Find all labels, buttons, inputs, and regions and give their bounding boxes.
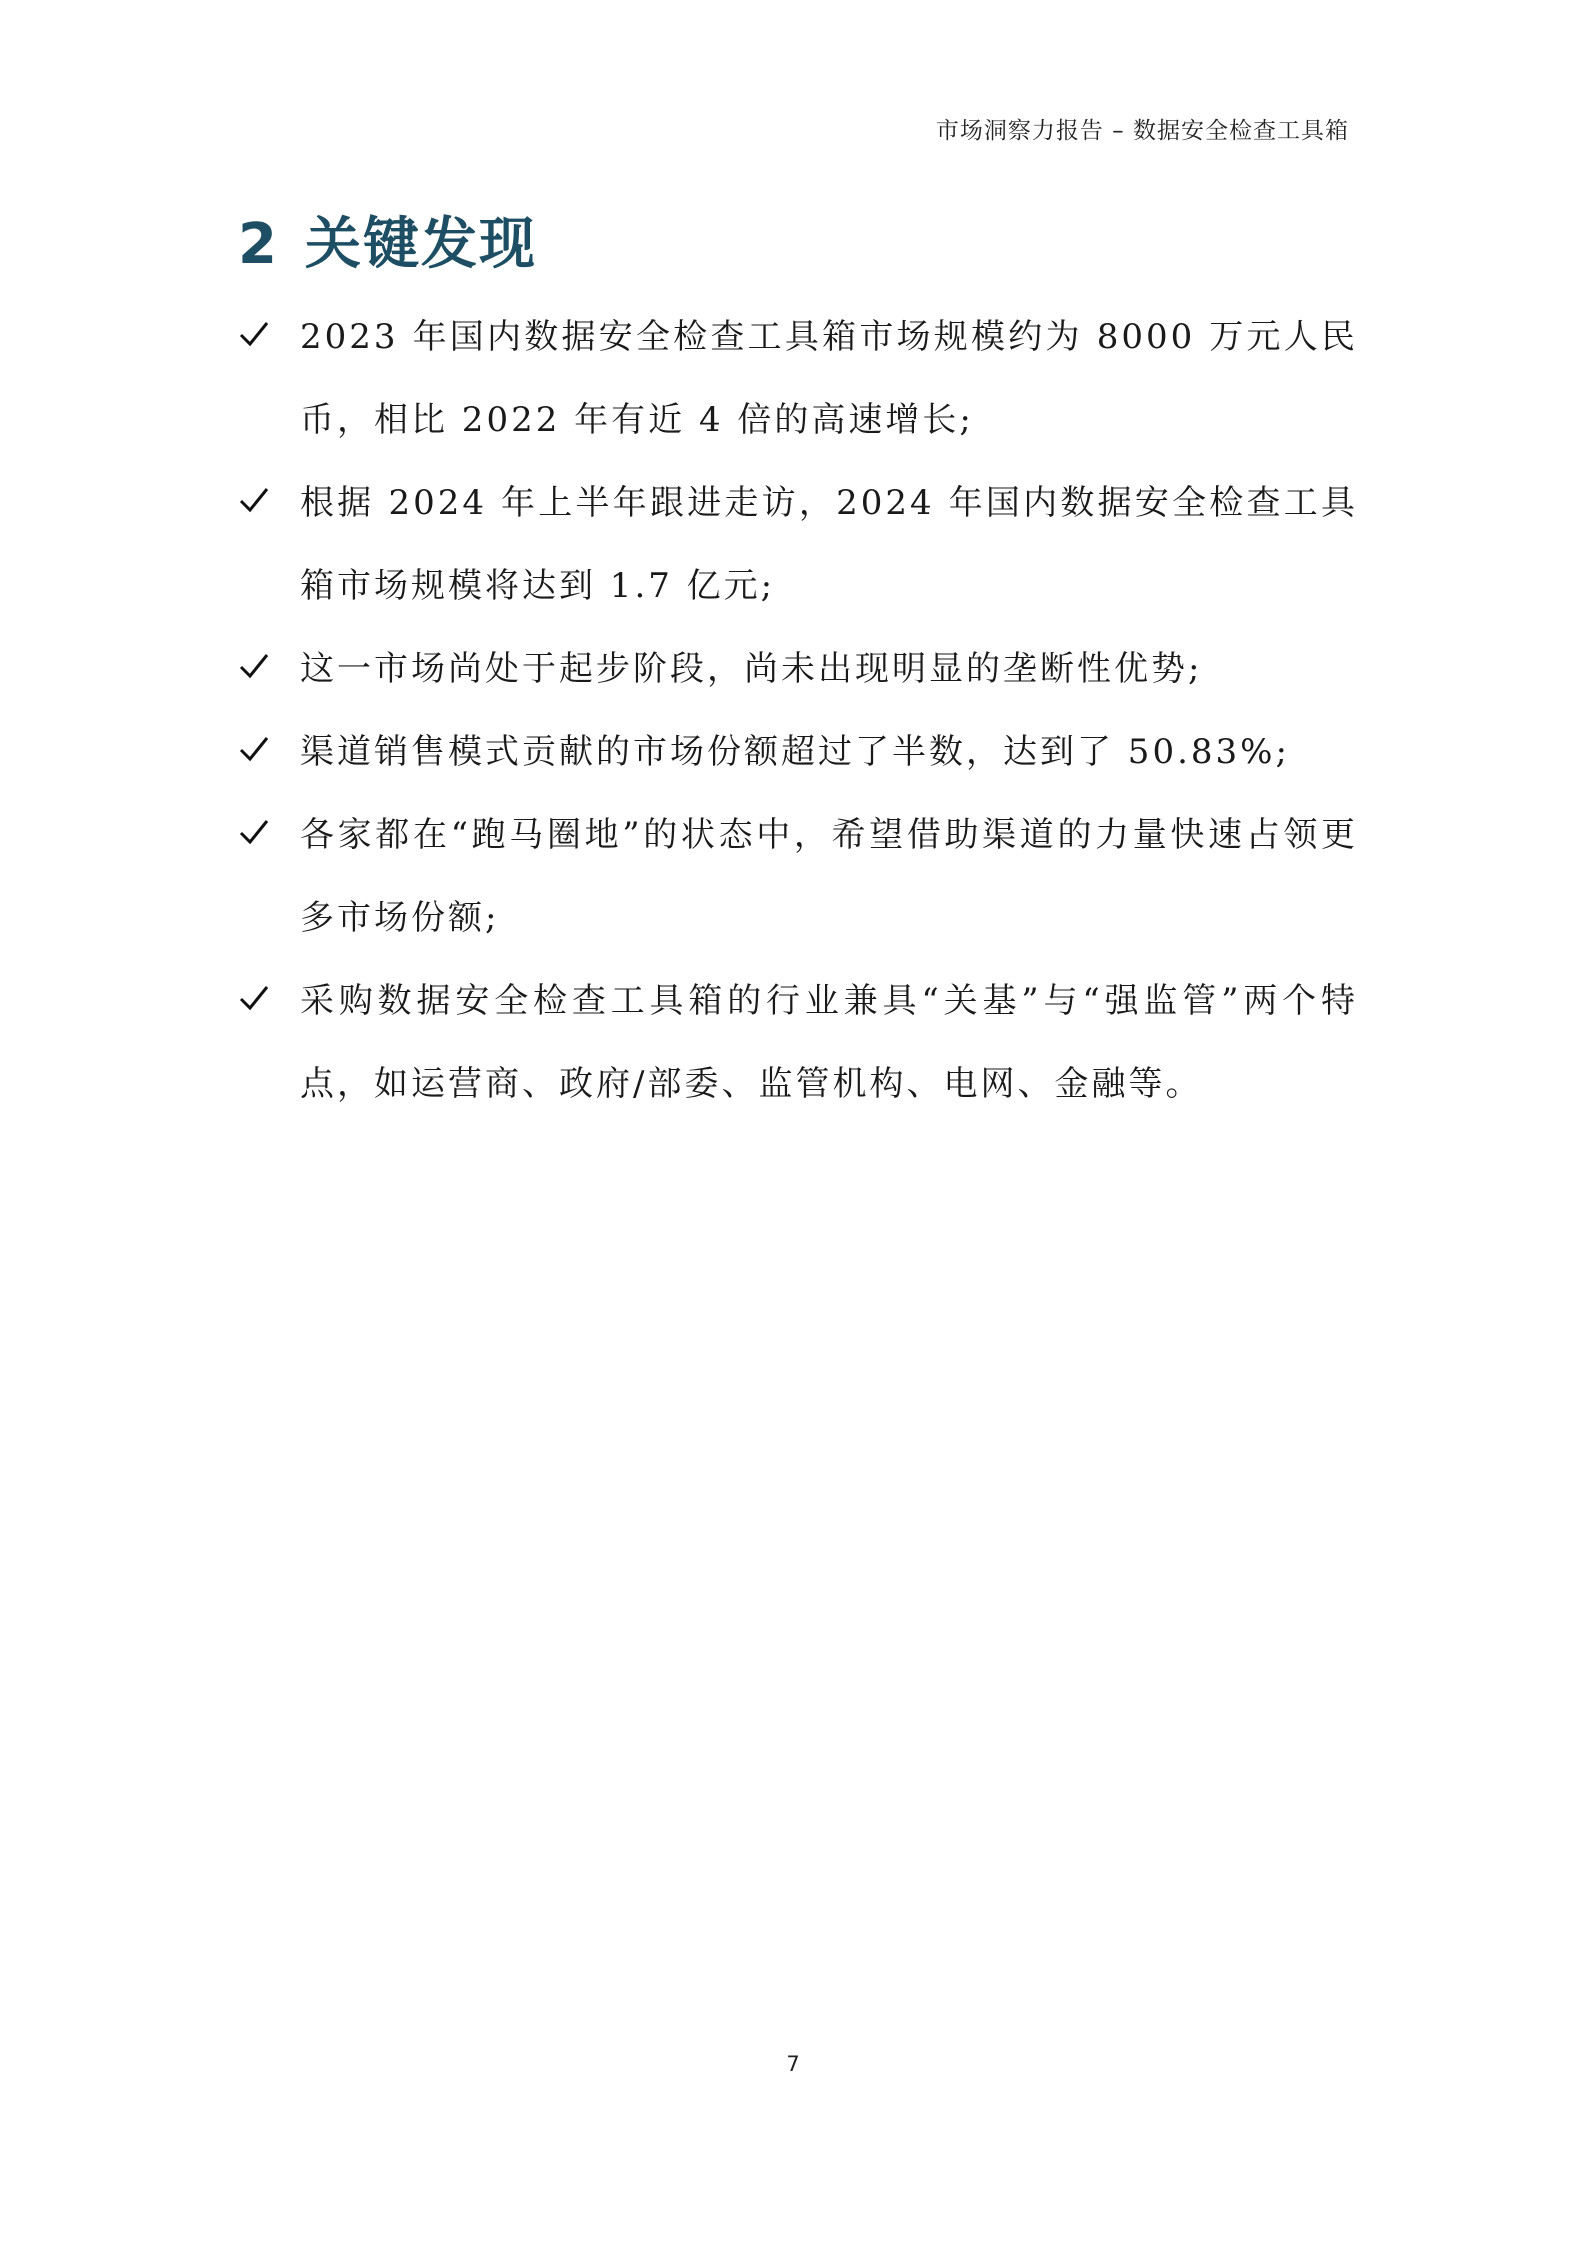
finding-text: 2023 年国内数据安全检查工具箱市场规模约为 8000 万元人民币，相比 2022 年有近 4 倍的高速增长; — [300, 317, 1358, 440]
finding-item — [238, 711, 1358, 794]
finding-item — [238, 794, 1358, 960]
section-number: 2 — [238, 212, 279, 277]
key-findings-list — [238, 296, 1358, 1126]
finding-text: 渠道销售模式贡献的市场份额超过了半数，达到了 50.83%; — [300, 732, 1290, 772]
checkmark-icon — [238, 982, 270, 1014]
finding-text: 各家都在“跑马圈地”的状态中，希望借助渠道的力量快速占领更多市场份额; — [300, 815, 1358, 938]
finding-text: 这一市场尚处于起步阶段，尚未出现明显的垄断性优势; — [300, 649, 1203, 689]
checkmark-icon — [238, 318, 270, 350]
section-heading — [238, 200, 537, 280]
finding-item — [238, 628, 1358, 711]
section-title: 关键发现 — [304, 212, 537, 277]
finding-item — [238, 296, 1358, 462]
running-header: 市场洞察力报告 – 数据安全检查工具箱 — [935, 118, 1349, 144]
finding-text: 根据 2024 年上半年跟进走访，2024 年国内数据安全检查工具箱市场规模将达到 1.7 亿元; — [300, 483, 1358, 606]
page-number: 7 — [786, 2052, 800, 2076]
checkmark-icon — [238, 733, 270, 765]
finding-text: 采购数据安全检查工具箱的行业兼具“关基”与“强监管”两个特点，如运营商、政府/部委、监管机构、电网、金融等。 — [300, 981, 1358, 1104]
finding-item — [238, 960, 1358, 1126]
checkmark-icon — [238, 484, 270, 516]
checkmark-icon — [238, 650, 270, 682]
checkmark-icon — [238, 816, 270, 848]
finding-item — [238, 462, 1358, 628]
